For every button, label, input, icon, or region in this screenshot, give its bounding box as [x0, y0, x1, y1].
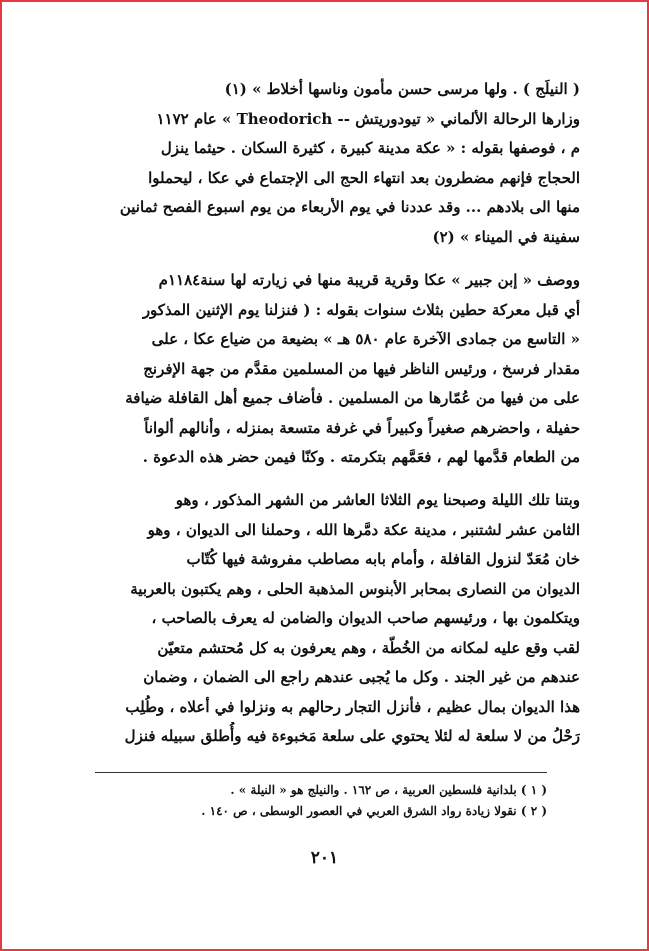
text-line: « التاسع من جمادى الآخرة عام ٥٨٠ هـ » بضيعة من ضياع عكا ، على — [151, 330, 580, 348]
text-line: أي قبل معركة حطين بثلاث سنوات بقوله : ( فنزلنا يوم الإثنين المذكور — [142, 300, 580, 319]
footnote-2: ( ٢ ) نقولا زيادة رواد الشرق العربي في العصور الوسطى ، ص ١٤٠ . — [201, 804, 547, 818]
text-line: على من فيها من عُمّارها من المسلمين . فأضاف جميع أهل القافلة ضيافة — [125, 389, 580, 407]
text-line: وزارها الرحالة الألماني « تيودوريتش -- Theodorich » عام ١١٧٢ — [156, 109, 580, 128]
text-line: منها الى بلادهم ... وقد عددنا في يوم الأربعاء من يوم اسبوع الفصح ثمانين — [119, 198, 580, 216]
paragraph-3 — [95, 486, 580, 752]
text-line: رَحْلُ من لا سلعة له لئلا يحتوي على سلعة مَخبوءة فيه وأُطلق سبيله فنزل — [124, 727, 580, 745]
paragraph-1 — [95, 75, 580, 252]
footnote-separator — [95, 772, 547, 773]
text-line: م ، فوصفها بقوله : « عكة مدينة كبيرة ، كثيرة السكان . حيثما ينزل — [160, 139, 580, 157]
text-line: وبتنا تلك الليلة وصبحنا يوم الثلاثا العاشر من الشهر المذكور ، وهو — [175, 491, 580, 509]
text-line: هذا الديوان بمال عظيم ، فأنزل التجار رحالهم به ونزلوا في أعلاه ، وطُلِب — [125, 697, 580, 716]
paragraph-2 — [95, 266, 580, 473]
text-line: من الطعام قدَّمها لهم ، فعَمَّهم بتكرمته . وكنّا فيمن حضر هذه الدعوة . — [142, 448, 580, 466]
text-line: ووصف « إبن جبير » عكا وقرية قريبة منها في زيارته لها سنة١١٨٤م — [158, 271, 580, 289]
text-line: مقدار فرسخ ، ورئيس الناظر فيها من المسلمين مقدَّم من جهة الإفرنج — [143, 359, 580, 378]
text-line: حفيلة ، واحضرهم صغيراً وكبيراً في غرفة متسعة بمنزله ، وأنالهم ألواناً — [144, 418, 580, 437]
text-line: الحجاج فإنهم مضطرون بعد انتهاء الحج الى الإجتماع في عكا ، ليحملوا — [148, 168, 580, 187]
text-line: عندهم من غير الجند . وكل ما يُجبى عندهم راجع الى الضمان ، وضمان — [143, 668, 580, 686]
text-line: خان مُعَدّ لنزول القافلة ، وأمام بابه مصاطب مفروشة فيها كُتّاب — [186, 550, 580, 568]
page-number: ٢٠١ — [310, 848, 339, 868]
text-line: ( النيلَج ) . ولها مرسى حسن مأمون وناسها أخلاط » (١) — [224, 80, 580, 98]
text-line: الثامن عشر لشتنبر ، مدينة عكة دمَّرها الله ، وحملنا الى الديوان ، وهو — [147, 520, 580, 539]
text-line: سفينة في الميناء » (٢) — [432, 227, 580, 246]
footnotes — [95, 780, 547, 822]
text-line: لقب وقع عليه لمكانه من الخُطّة ، وهم يعرفون به كل مُحتشم متعيّن — [157, 638, 580, 657]
text-line: ويتكلمون بها ، ورئيسهم صاحب الديوان والضامن له يعرف بالصاحب ، — [151, 609, 580, 627]
text-line: الديوان من النصارى بمحابر الأبنوس المذهبة الحلى ، وهم يكتبون بالعربية — [130, 579, 580, 598]
footnote-1: ( ١ ) بلدانية فلسطين العربية ، ص ١٦٢ . والنيلج هو « النيلة » . — [230, 783, 547, 797]
